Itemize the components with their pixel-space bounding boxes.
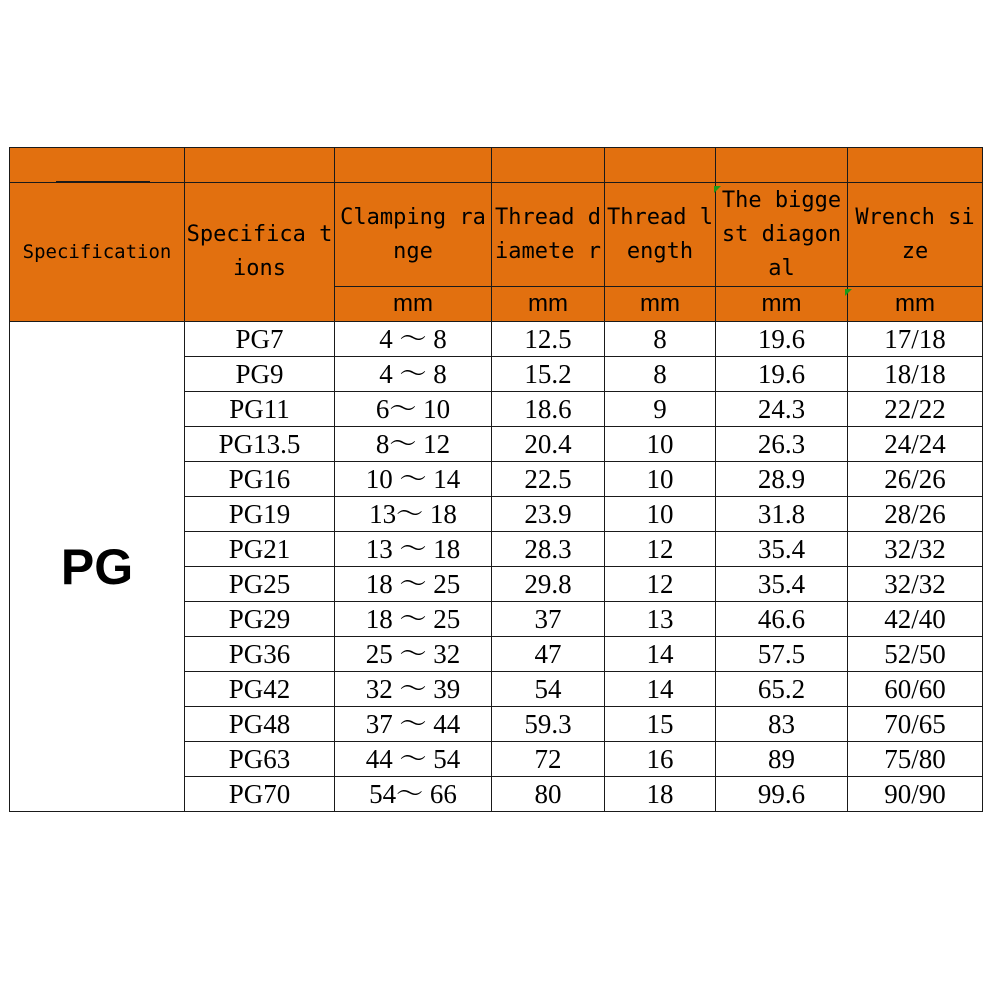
header-specifications: Specifica tions <box>185 183 335 322</box>
table-cell: 25 ～ 32 <box>335 637 492 672</box>
header-wrench-size: Wrench si ze <box>848 183 983 287</box>
table-cell: 8 <box>605 357 716 392</box>
table-cell: 44 ～ 54 <box>335 742 492 777</box>
band-cell <box>10 148 185 183</box>
table-cell: 9 <box>605 392 716 427</box>
table-cell: 14 <box>605 637 716 672</box>
table-cell: 70/65 <box>848 707 983 742</box>
table-cell: 24/24 <box>848 427 983 462</box>
table-cell: 42/40 <box>848 602 983 637</box>
table-cell: 31.8 <box>716 497 848 532</box>
table-cell: 12.5 <box>492 322 605 357</box>
table-cell: PG48 <box>185 707 335 742</box>
table-cell: 32/32 <box>848 532 983 567</box>
table-cell: 18 <box>605 777 716 812</box>
table-cell: PG9 <box>185 357 335 392</box>
header-thread-length: Thread length <box>605 183 716 287</box>
spec-table <box>9 147 983 812</box>
table-cell: 32 ～ 39 <box>335 672 492 707</box>
unit-cell: mm <box>492 287 605 322</box>
table-cell: 28.9 <box>716 462 848 497</box>
table-cell: 28/26 <box>848 497 983 532</box>
table-cell: 16 <box>605 742 716 777</box>
table-cell: PG16 <box>185 462 335 497</box>
table-cell: 75/80 <box>848 742 983 777</box>
table-cell: 19.6 <box>716 357 848 392</box>
table-cell: 10 <box>605 427 716 462</box>
table-cell: 22/22 <box>848 392 983 427</box>
table-cell: 23.9 <box>492 497 605 532</box>
unit-cell: mm <box>335 287 492 322</box>
table-cell: 20.4 <box>492 427 605 462</box>
table-cell: 15.2 <box>492 357 605 392</box>
table-cell: 8 <box>605 322 716 357</box>
header-biggest-diagonal: The biggest diagonal <box>716 183 848 287</box>
unit-cell: mm <box>848 287 983 322</box>
table-cell: 10 <box>605 497 716 532</box>
table-cell: 18 ～ 25 <box>335 567 492 602</box>
table-cell: 19.6 <box>716 322 848 357</box>
table-cell: 47 <box>492 637 605 672</box>
table-cell: 17/18 <box>848 322 983 357</box>
table-cell: 22.5 <box>492 462 605 497</box>
band-cell <box>716 148 848 183</box>
cell-comment-marker-icon <box>845 289 852 296</box>
table-cell: 54 <box>492 672 605 707</box>
table-cell: PG13.5 <box>185 427 335 462</box>
table-cell: 29.8 <box>492 567 605 602</box>
table-cell: 4 ～ 8 <box>335 322 492 357</box>
table-cell: PG25 <box>185 567 335 602</box>
top-band-row <box>10 148 983 183</box>
table-cell: 13 ～ 18 <box>335 532 492 567</box>
table-cell: 35.4 <box>716 532 848 567</box>
group-label: PG <box>10 322 185 812</box>
table-cell: 12 <box>605 532 716 567</box>
table-cell: 26/26 <box>848 462 983 497</box>
table-cell: PG63 <box>185 742 335 777</box>
table-cell: 60/60 <box>848 672 983 707</box>
header-row <box>10 183 983 287</box>
band-cell <box>848 148 983 183</box>
table-cell: 8～ 12 <box>335 427 492 462</box>
table-cell: 18/18 <box>848 357 983 392</box>
table-cell: 13 <box>605 602 716 637</box>
unit-cell: mm <box>716 287 848 322</box>
band-cell <box>492 148 605 183</box>
band-cell <box>605 148 716 183</box>
table-cell: 32/32 <box>848 567 983 602</box>
table-cell: 37 <box>492 602 605 637</box>
band-divider-line <box>56 181 150 183</box>
table-cell: 54～ 66 <box>335 777 492 812</box>
cell-comment-marker-icon <box>714 186 721 193</box>
table-cell: 15 <box>605 707 716 742</box>
table-cell: PG21 <box>185 532 335 567</box>
band-cell <box>185 148 335 183</box>
table-cell: 52/50 <box>848 637 983 672</box>
header-clamping-range: Clamping ra nge <box>335 183 492 287</box>
table-cell: PG11 <box>185 392 335 427</box>
table-cell: 26.3 <box>716 427 848 462</box>
table-cell: PG42 <box>185 672 335 707</box>
table-cell: 10 <box>605 462 716 497</box>
table-cell: 24.3 <box>716 392 848 427</box>
table-row <box>10 322 983 357</box>
table-cell: 14 <box>605 672 716 707</box>
table-cell: 12 <box>605 567 716 602</box>
table-cell: 89 <box>716 742 848 777</box>
header-thread-diameter: Thread diamete r <box>492 183 605 287</box>
table-cell: 35.4 <box>716 567 848 602</box>
table-cell: 4 ～ 8 <box>335 357 492 392</box>
table-cell: 72 <box>492 742 605 777</box>
table-cell: 46.6 <box>716 602 848 637</box>
table-cell: PG19 <box>185 497 335 532</box>
table-cell: PG36 <box>185 637 335 672</box>
header-specification: Specification <box>10 183 185 322</box>
unit-cell: mm <box>605 287 716 322</box>
table-cell: 90/90 <box>848 777 983 812</box>
table-cell: 6～ 10 <box>335 392 492 427</box>
table-cell: 28.3 <box>492 532 605 567</box>
table-cell: 18.6 <box>492 392 605 427</box>
table-cell: 59.3 <box>492 707 605 742</box>
table-cell: PG29 <box>185 602 335 637</box>
table-cell: PG70 <box>185 777 335 812</box>
band-cell <box>335 148 492 183</box>
table-cell: 18 ～ 25 <box>335 602 492 637</box>
table-cell: PG7 <box>185 322 335 357</box>
table-cell: 13～ 18 <box>335 497 492 532</box>
table-cell: 99.6 <box>716 777 848 812</box>
table-cell: 65.2 <box>716 672 848 707</box>
table-cell: 37 ～ 44 <box>335 707 492 742</box>
table-cell: 10 ～ 14 <box>335 462 492 497</box>
table-cell: 80 <box>492 777 605 812</box>
table-cell: 83 <box>716 707 848 742</box>
table-cell: 57.5 <box>716 637 848 672</box>
